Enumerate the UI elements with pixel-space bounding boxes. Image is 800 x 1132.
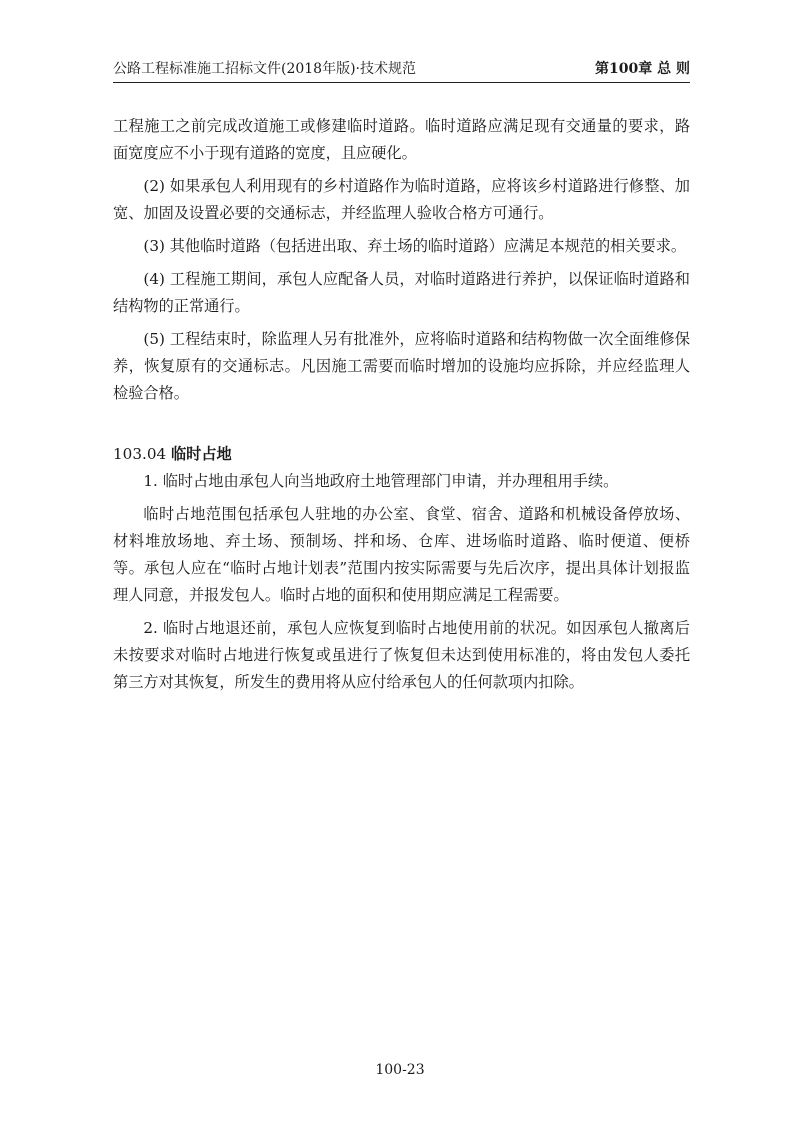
paragraph-continuation: 工程施工之前完成改道施工或修建临时道路。临时道路应满足现有交通量的要求，路面宽度应不小于现有道路的宽度，且应硬化。 <box>113 117 690 162</box>
section-paragraph-2: 临时占地范围包括承包人驻地的办公室、食堂、宿舍、道路和机械设备停放场、材料堆放场地、弃土场、预制场、拌和场、仓库、进场临时道路、临时便道、便桥等。承包人应在“临时占地计划表”范围内按实际需要与先后次序，提出具体计划报监理人同意，并报发包人。临时占地的面积和使用期应满足工程需要。 <box>113 505 690 604</box>
running-header <box>113 58 690 80</box>
paragraph-item-3: (3) 其他临时道路（包括进出取、弃土场的临时道路）应满足本规范的相关要求。 <box>143 237 687 255</box>
section-heading <box>113 441 690 468</box>
section-paragraph-3: 2. 临时占地退还前，承包人应恢复到临时占地使用前的状况。如因承包人撤离后未按要求对临时占地进行恢复或虽进行了恢复但未达到使用标准的，将由发包人委托第三方对其恢复，所发生的费用将从应付给承包人的任何款项内扣除。 <box>113 619 690 691</box>
section-title: 临时占地 <box>170 445 232 463</box>
page-body <box>113 113 690 696</box>
section-number: 103.04 <box>113 445 167 463</box>
paragraph-item-5: (5) 工程结束时，除监理人另有批准外，应将临时道路和结构物做一次全面维修保养，恢复原有的交通标志。凡因施工需要而临时增加的设施均应拆除，并应经监理人检验合格。 <box>113 330 690 402</box>
section-paragraph-1: 1. 临时占地由承包人向当地政府土地管理部门申请，并办理租用手续。 <box>143 472 619 490</box>
chapter-title: 第100章 总 则 <box>595 61 690 77</box>
document-title: 公路工程标准施工招标文件(2018年版)·技术规范 <box>113 61 417 77</box>
page-number: 100-23 <box>375 1062 425 1078</box>
paragraph-item-2: (2) 如果承包人利用现有的乡村道路作为临时道路，应将该乡村道路进行修整、加宽、加固及设置必要的交通标志，并经监理人验收合格方可通行。 <box>113 177 690 222</box>
header-divider <box>113 82 690 83</box>
paragraph-item-4: (4) 工程施工期间，承包人应配备人员，对临时道路进行养护，以保证临时道路和结构物的正常通行。 <box>113 270 690 315</box>
